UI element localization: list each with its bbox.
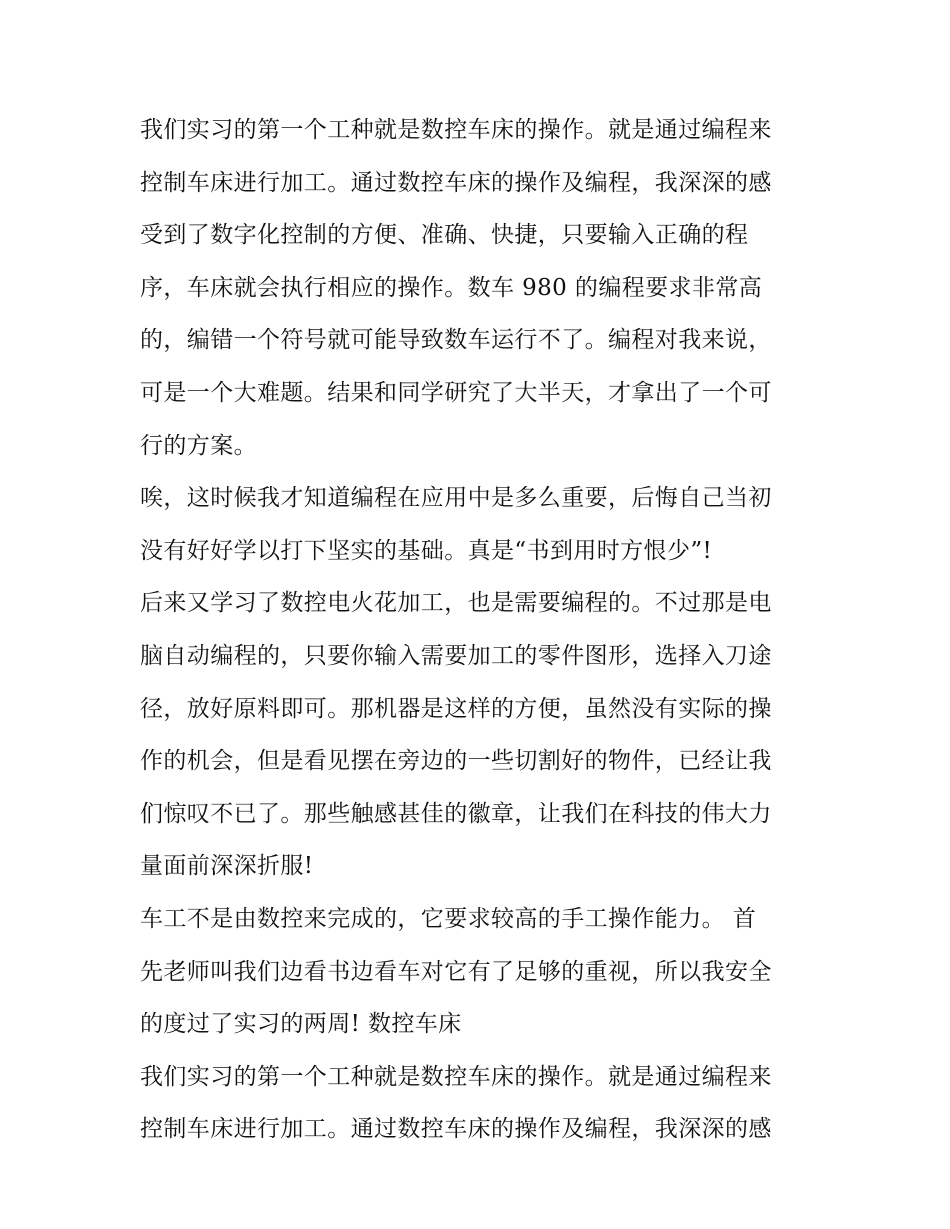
text-line: 径，放好原料即可。那机器是这样的方便，虽然没有实际的操 [140, 695, 772, 722]
text-line: 量面前深深折服! [140, 853, 314, 880]
text-line: 受到了数字化控制的方便、准确、快捷，只要输入正确的程 [140, 222, 749, 249]
text-line: 后来又学习了数控电火花加工，也是需要编程的。不过那是电 [140, 590, 772, 617]
paragraph-5 [140, 1051, 820, 1156]
text-line: 作的机会，但是看见摆在旁边的一些切割好的物件，已经让我 [140, 748, 772, 775]
text-line: 没有好好学以打下坚实的基础。真是“书到用时方恨少”! [140, 537, 713, 564]
text-line: 行的方案。 [140, 432, 257, 459]
text-line: 控制车床进行加工。通过数控车床的操作及编程，我深深的感 [140, 1116, 772, 1143]
text-line: 的度过了实习的两周! 数控车床 [140, 1011, 462, 1038]
text-line: 我们实习的第一个工种就是数控车床的操作。就是通过编程来 [140, 1063, 772, 1090]
text-line: 脑自动编程的，只要你输入需要加工的零件图形，选择入刀途 [140, 642, 772, 669]
text-line: 的，编错一个符号就可能导致数车运行不了。编程对我来说， [140, 327, 772, 354]
text-line: 控制车床进行加工。通过数控车床的操作及编程，我深深的感 [140, 169, 772, 196]
text-line: 们惊叹不已了。那些触感甚佳的徽章，让我们在科技的伟大力 [140, 800, 772, 827]
text-line: 车工不是由数控来完成的，它要求较高的手工操作能力。 首 [140, 905, 757, 932]
text-line: 先老师叫我们边看书边看车对它有了足够的重视，所以我安全 [140, 958, 772, 985]
text-line: 可是一个大难题。结果和同学研究了大半天，才拿出了一个可 [140, 379, 772, 406]
paragraph-4 [140, 893, 820, 1051]
text-line: 我们实习的第一个工种就是数控车床的操作。就是通过编程来 [140, 117, 772, 143]
paragraph-3 [140, 577, 820, 893]
text-line: 唉，这时候我才知道编程在应用中是多么重要，后悔自己当初 [140, 485, 772, 512]
paragraph-2 [140, 472, 820, 577]
text-line: 序，车床就会执行相应的操作。数车 980 的编程要求非常高 [140, 274, 763, 301]
paragraph-1 [140, 104, 820, 472]
body-text [140, 104, 820, 1156]
